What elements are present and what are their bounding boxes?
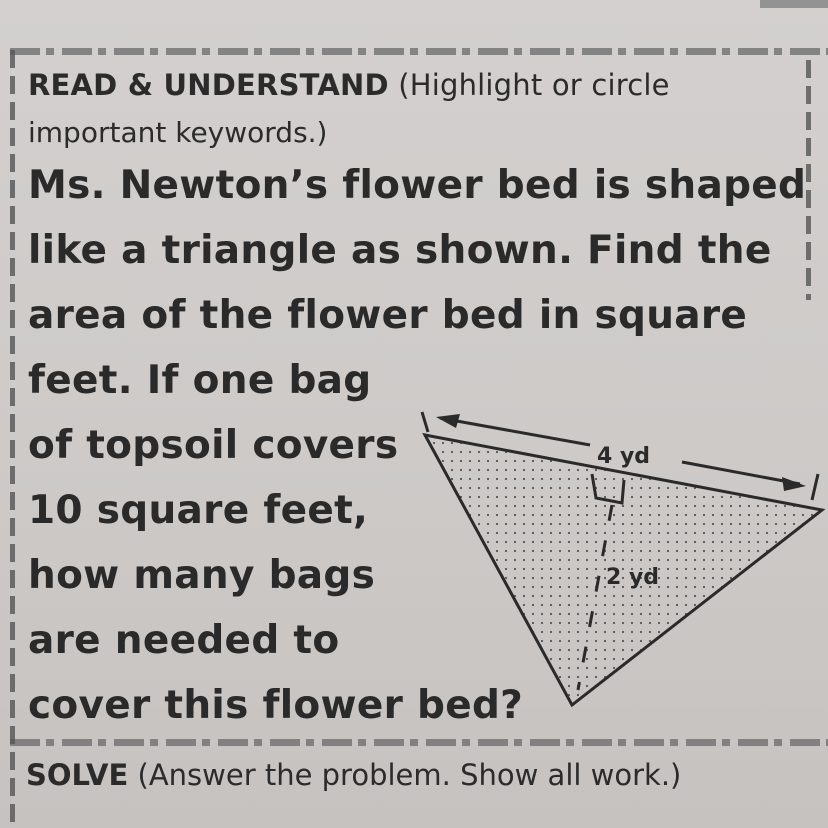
read-understand-note: (Highlight or circle [398,68,670,102]
base-tick-left [422,412,428,432]
problem-line-5: of topsoil covers [28,423,399,468]
problem-line-6: 10 square feet, [28,488,369,533]
solve-title: SOLVE [26,758,129,792]
problem-line-4: feet. If one bag [28,358,372,403]
base-tick-right [812,474,818,500]
base-arrow-right [682,462,800,484]
base-arrowhead-right [782,477,806,491]
height-length-label: 2 yd [606,565,660,590]
problem-line-3: area of the flower bed in square [28,293,748,338]
problem-line-7: how many bags [28,553,376,598]
solve-note: (Answer the problem. Show all work.) [137,758,682,792]
problem-line-2: like a triangle as shown. Find the [28,228,772,273]
base-length-label: 4 yd [597,444,651,469]
read-understand-note-line2: important keywords.) [28,116,328,149]
read-understand-title: READ & UNDERSTAND [28,68,389,102]
problem-line-9: cover this flower bed? [28,683,524,728]
base-arrowhead-left [436,414,460,428]
problem-line-8: are needed to [28,618,340,663]
solve-heading [26,758,681,792]
problem-line-1: Ms. Newton’s flower bed is shaped [28,163,807,208]
